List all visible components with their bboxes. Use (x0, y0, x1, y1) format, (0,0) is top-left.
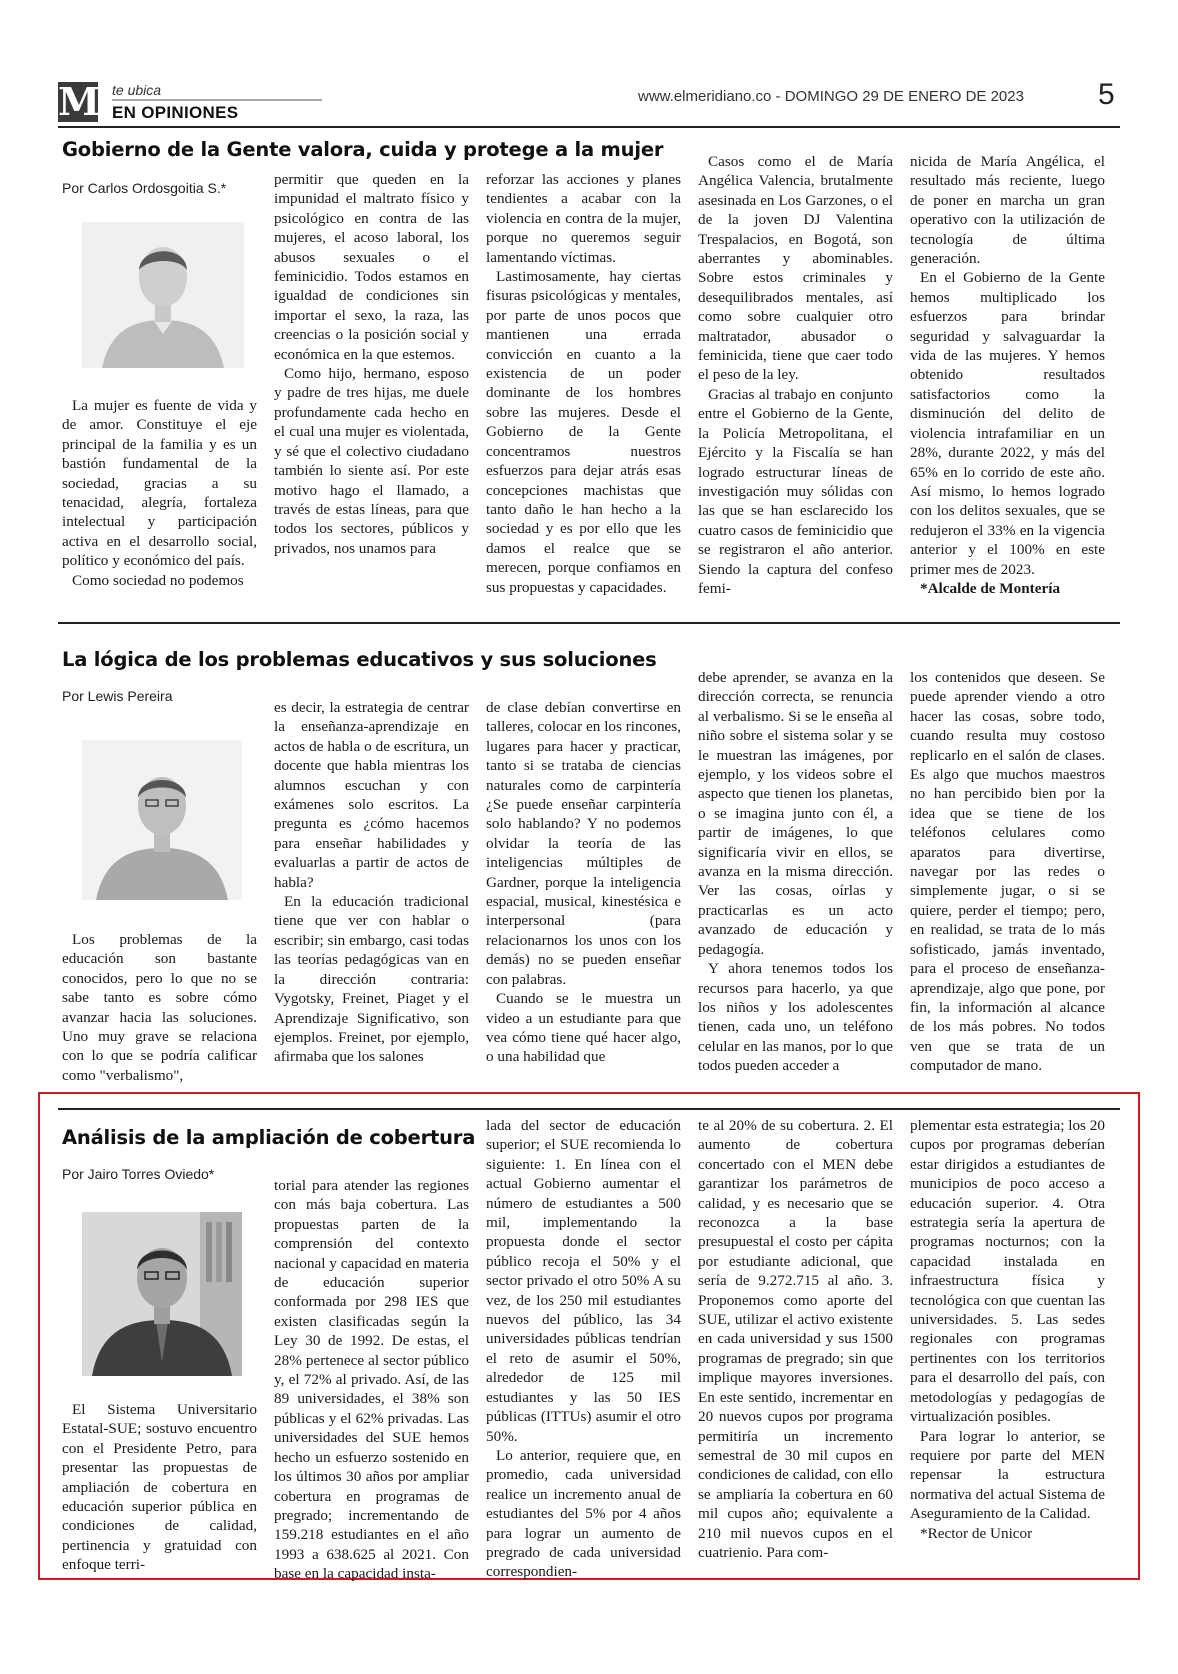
paragraph: es decir, la estrategia de centrar la enseñanza-aprendizaje en actos de habla o de escritura, un docente que habla mientras los alumnos escuchan y con exámenes solo escritos. La pregunta es ¿cómo hacemos para enseñar habilidades y evaluarlas a partir de actos de habla? (274, 699, 469, 891)
paragraph: Lastimosamente, hay ciertas fisuras psicológicas y mentales, por parte de unos pocos que mantienen una errada convicción en cuanto a la existencia de un poder dominante de los hombres sobre las mujeres. Desde el Gobierno de la Gente concentramos nuestros esfuerzos para dejar atrás esas concepciones machistas que tanto daño le han hecho a la sociedad y es por ello que les damos el realce que se merecen, porque confiamos en sus propuestas y capacidades. (486, 268, 681, 596)
header-rule (58, 126, 1120, 128)
paragraph: nicida de María Angélica, el resultado más reciente, luego de poner en marcha un gran operativo con la utilización de tecnología de última generación. (910, 153, 1105, 268)
paragraph: los contenidos que deseen. Se puede aprender viendo a otro hacer las cosas, sobre todo, cuando resulta muy costoso replicarlo en el salón de clases. Es algo que muchos maestros no han percibido bien por la idea que se tiene de los teléfonos celulares como aparatos para divertirse, navegar por las redes o simplemente jugar, o si se quiere, perder el tiempo; pero, en realidad, se trata de lo más sofisticado, jamás inventado, para el proceso de enseñanza-aprendizaje, algo que pone, por fin, la información al alcance de los más pobres. No todos ven que se trata de un computador de mano. (910, 669, 1105, 1075)
article-1-column-2 (274, 170, 469, 558)
article-1-title: Gobierno de la Gente valora, cuida y protege a la mujer (62, 138, 664, 161)
paragraph: debe aprender, se avanza en la dirección correcta, se renuncia al verbalismo. Si se le enseña al niño sobre el sistema solar y se le muestran las imágenes, por ejemplo, y los videos sobre el aspecto que tienen los planetas, o se imagina junto con él, a partir de imágenes, lo que significaría vivir en ellos, se avanza en la misma dirección. Ver las cosas, oírlas y practicarlas es un acto avanzado de educación y pedagogía. (698, 669, 893, 958)
article-divider (58, 1108, 1120, 1110)
article-2-column-1 (62, 930, 257, 1085)
article-3-column-1 (62, 1400, 257, 1575)
paragraph: Casos como el de María Angélica Valencia, brutalmente asesinada en Los Garzones, o el de la joven DJ Valentina Trespalacios, en Bogotá, son aberrantes y abominables. Sobre estos criminales y desequilibrados mentales, así como sobre cualquier otro maltratador, abusador o feminicida, tiene que caer todo el peso de la ley. (698, 153, 893, 384)
author-signature: *Alcalde de Montería (920, 579, 1061, 597)
logo-tagline: te ubica (112, 82, 162, 98)
paragraph: torial para atender las regiones con más baja cobertura. Las propuestas parten de la comprensión del contexto nacional y capacidad en materia de educación superior conformada por 298 IES que existen clasificadas según la Ley 30 de 1992. De estas, el 28% pertenece al sector público y, el 72% al privado. Así, de las 89 universidades, el 38% son públicas y el 62% privadas. Las universidades del SUE hemos hecho un esfuerzo sostenido en los últimos 30 años por ampliar cobertura en programas de pregrado; incrementando de 159.218 estudiantes en el año 1993 a 638.625 al 2021. Con base en la capacidad insta- (274, 1177, 469, 1583)
paragraph: Como sociedad no podemos (72, 571, 244, 589)
newspaper-logo: M (58, 79, 101, 124)
article-3-column-5 (910, 1116, 1105, 1543)
paragraph: Cuando se le muestra un video a un estudiante para que vea cómo tiene qué hacer algo, o una habilidad que (486, 990, 681, 1066)
article-divider (58, 622, 1120, 624)
article-3-column-4 (698, 1116, 893, 1562)
article-2-byline: Por Lewis Pereira (62, 688, 173, 704)
article-1-column-4 (698, 152, 893, 598)
paragraph: lada del sector de educación superior; el SUE recomienda lo siguiente: 1. En línea con el actual Gobierno aumentar el número de estudiantes a 500 mil, implementando la propuesta donde el sector público recoja el 50% y el sector privado el otro 50% A su vez, de los 250 mil estudiantes nuevos del público, las 34 universidades públicas tendrían el reto de asumir el 50%, alrededor de 125 mil estudiantes y las 50 IES públicas (ITTUs) asumir el otro 50%. (486, 1117, 681, 1445)
article-1-column-5 (910, 152, 1105, 598)
paragraph: Gracias al trabajo en conjunto entre el Gobierno de la Gente, la Policía Metropolitana, el Ejército y la Fiscalía se han logrado estructurar líneas de investigación muy sólidas con las que se han esclarecido los cuatro casos de feminicidio que se registraron el año anterior. Siendo la captura del confeso femi- (698, 385, 893, 597)
author-signature: *Rector de Unicor (920, 1524, 1033, 1542)
article-3-byline: Por Jairo Torres Oviedo* (62, 1166, 215, 1182)
section-name: EN OPINIONES (112, 103, 239, 122)
article-3-column-3 (486, 1116, 681, 1582)
paragraph: permitir que queden en la impunidad el maltrato físico y psicológico en contra de las mujeres, el acoso laboral, los abusos sexuales o el feminicidio. Todos estamos en igualdad de condiciones sin importar el sexo, la raza, las creencias o la posición social y económica en la que estemos. (274, 171, 469, 363)
article-1-byline: Por Carlos Ordosgoitia S.* (62, 180, 227, 196)
article-1-column-1 (62, 396, 257, 590)
paragraph: reforzar las acciones y planes tendientes a acabar con la violencia en contra de la mujer, porque no queremos seguir lamentando víctimas. (486, 171, 681, 266)
paragraph: En el Gobierno de la Gente hemos multiplicado los esfuerzos para brindar seguridad y salvaguardar la vida de las mujeres. Y hemos obtenido resultados satisfactorios como la disminución del delito de violencia intrafamiliar en un 28%, durante 2022, y más del 65% en lo corrido de este año. Así mismo, lo hemos logrado con los delitos sexuales, que se redujeron el 33% en la vigencia anterior y el 100% en este primer mes de 2023. (910, 269, 1105, 578)
paragraph: de clase debían convertirse en talleres, colocar en los rincones, lugares para hacer y practicar, tanto si se trataba de ciencias naturales como de carpintería ¿Se puede enseñar carpintería solo hablando? Y no podemos olvidar la teoría de las inteligencias múltiples de Gardner, porque la inteligencia espacial, musical, kinestésica e interpersonal (para relacionarnos los unos con los demás) no se pueden enseñar con palabras. (486, 699, 681, 988)
paragraph: Para lograr lo anterior, se requiere por parte del MEN repensar la estructura normativa del actual Sistema de Aseguramiento de la Calidad. (910, 1427, 1105, 1523)
article-3-column-2 (274, 1176, 469, 1584)
article-3-title: Análisis de la ampliación de cobertura (62, 1126, 476, 1149)
author-photo-3 (82, 1212, 242, 1376)
paragraph: plementar esta estrategia; los 20 cupos por programas deberían estar dirigidos a estudiantes de municipios de poco acceso a educación superior. 4. Otra estrategia sería la apertura de programas nocturnos; con la capacidad instalada en infraestructura física y tecnológica con que cuentan las universidades. 5. Las sedes regionales con programas pertinentes con los territorios para el desarrollo del país, con metodologías y pedagogías de virtualización posibles. (910, 1117, 1105, 1426)
paragraph: Y ahora tenemos todos los recursos para hacerlo, ya que los niños y los adolescentes tienen, cada uno, un teléfono celular en las manos, por lo que todos pueden acceder a (698, 960, 893, 1075)
article-2-title: La lógica de los problemas educativos y sus soluciones (62, 648, 657, 671)
paragraph: Los problemas de la educación son bastante conocidos, pero lo que no se sabe tanto es sobre cómo avanzar hacia las soluciones. Uno muy grave se relaciona con lo que se podría calificar como "verbalismo", (62, 931, 257, 1084)
paragraph: El Sistema Universitario Estatal-SUE; sostuvo encuentro con el Presidente Petro, para presentar las propuestas de ampliación de cobertura en educación superior pública en condiciones de calidad, pertinencia y gratuidad con enfoque terri- (62, 1401, 257, 1574)
article-2-column-2 (274, 698, 469, 1067)
paragraph: La mujer es fuente de vida y de amor. Constituye el eje principal de la familia y es un bastión fundamental de la sociedad, gracias a su tenacidad, alegría, fortaleza intelectual y participación activa en el desarrollo social, político y económico del país. (62, 397, 257, 570)
paragraph: Lo anterior, requiere que, en promedio, cada universidad realice un incremento anual de estudiantes del 5% por 4 años para lograr un aumento de pregrado de cada universidad correspondien- (486, 1446, 681, 1581)
paragraph: Como hijo, hermano, esposo y padre de tres hijas, me duele profundamente cada hecho en el cual una mujer es violentada, y sé que el colectivo ciudadano también lo siente así. Por este motivo hago el llamado, a través de estas líneas, para que todos los sectores, públicos y privados, nos unamos para (274, 365, 469, 557)
author-photo-1 (82, 222, 244, 368)
author-photo-2 (82, 740, 242, 900)
article-2-column-3 (486, 698, 681, 1067)
article-1-column-3 (486, 170, 681, 597)
page-dateline: www.elmeridiano.co - DOMINGO 29 DE ENERO DE 2023 (638, 88, 1024, 105)
tagline-rule (112, 99, 322, 101)
paragraph: te al 20% de su cobertura. 2. El aumento de cobertura concertado con el MEN debe garantizar los parámetros de calidad, y es necesario que se reconozca a la base presupuestal el costo per cápita por estudiante adicional, que sería de 9.272.715 al año. 3. Proponemos como aporte del SUE, utilizar el activo existente en cada universidad y sus 1500 programas de pregrado; sin que implique mayores inversiones. En este sentido, incrementar en 20 nuevos cupos por programa permitiría un incremento semestral de 30 mil cupos en condiciones de calidad, con ello se ampliaría la cobertura en 60 mil cupos año; equivalente a 210 mil nuevos cupos en el cuatrienio. Para com- (698, 1117, 893, 1561)
page-number: 5 (1098, 78, 1115, 111)
paragraph: En la educación tradicional tiene que ver con hablar o escribir; sin embargo, casi todas las teorías pedagógicas van en la dirección contraria: Vygotsky, Freinet, Piaget y el Aprendizaje Significativo, son ejemplos. Freinet, por ejemplo, afirmaba que los salones (274, 893, 469, 1066)
article-2-column-4 (698, 668, 893, 1076)
article-2-column-5 (910, 668, 1105, 1076)
